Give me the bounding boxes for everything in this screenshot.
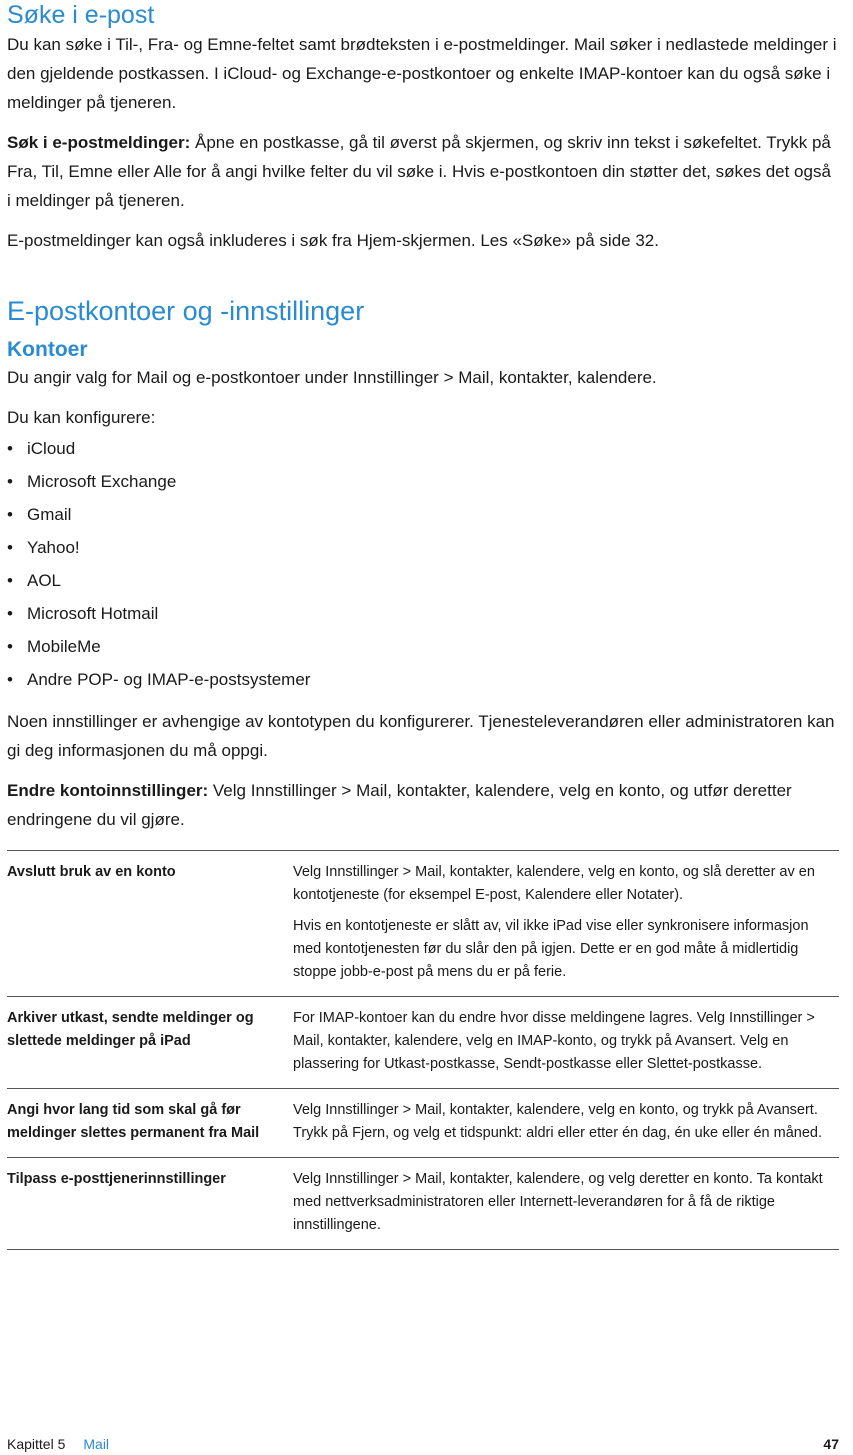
list-item: • MobileMe: [7, 630, 839, 663]
bullet-icon: •: [7, 538, 13, 557]
list-item: • AOL: [7, 564, 839, 597]
table-cell-action: Angi hvor lang tid som skal gå før meldinger slettes permanent fra Mail: [7, 1089, 293, 1158]
bullet-icon: •: [7, 604, 13, 623]
document-page: [7, 0, 839, 1250]
table-row: [7, 1089, 839, 1158]
heading-accounts-settings: E-postkontoer og -innstillinger: [7, 296, 365, 326]
list-item: • iCloud: [7, 432, 839, 465]
list-item: • Gmail: [7, 498, 839, 531]
list-item: • Microsoft Hotmail: [7, 597, 839, 630]
search-lead-label: Søk i e-postmeldinger:: [7, 133, 191, 152]
heading-search-email: Søke i e-post: [7, 1, 155, 29]
list-item: • Yahoo!: [7, 531, 839, 564]
page-footer: [7, 1434, 839, 1454]
footer-chapter: Kapittel 5: [7, 1436, 66, 1452]
change-settings-text: Velg Innstillinger > Mail, kontakter, kalendere, velg en konto, og utfør deretter endringene du vil gjøre.: [7, 781, 792, 829]
table-cell-description: [293, 1158, 839, 1250]
description-text: Hvis en kontotjeneste er slått av, vil ikke iPad vise eller synkronisere informasjon med kontotjenesten før du slår den på igjen. Dette er en god måte å midlertidig stoppe jobb-e-post på mens du er på ferie.: [293, 918, 809, 980]
search-intro-paragraph: Du kan søke i Til-, Fra- og Emne-feltet samt brødteksten i e-postmeldinger. Mail søker i nedlastede meldinger i den gjeldende postkassen. I iCloud- og Exchange-e-postkontoer og enkelte IMAP-kontoer kan du også søke i meldinger på tjeneren.: [7, 35, 837, 112]
table-cell-description: [293, 1089, 839, 1158]
table-cell-action: Avslutt bruk av en konto: [7, 851, 293, 997]
table-row: [7, 851, 839, 997]
configure-label: Du kan konfigurere:: [7, 408, 156, 427]
account-type-note-paragraph: Noen innstillinger er avhengige av kontotypen du konfigurerer. Tjenesteleverandøren eller administratoren kan gi deg informasjonen du må oppgi.: [7, 712, 835, 760]
bullet-icon: •: [7, 571, 13, 590]
description-text: Velg Innstillinger > Mail, kontakter, kalendere, velg en konto, og trykk på Avansert. Trykk på Fjern, og velg et tidspunkt: aldri eller etter én dag, én uke eller én måned.: [293, 1102, 822, 1141]
account-types-list: [7, 432, 839, 696]
list-item: • Andre POP- og IMAP-e-postsystemer: [7, 663, 839, 696]
search-instructions-paragraph: [7, 128, 839, 215]
change-settings-paragraph: [7, 776, 839, 834]
bullet-icon: •: [7, 439, 13, 458]
bullet-icon: •: [7, 505, 13, 524]
page-number: 47: [823, 1436, 839, 1452]
table-row: [7, 1158, 839, 1250]
heading-accounts: Kontoer: [7, 338, 88, 361]
table-cell-action: Tilpass e-posttjenerinnstillinger: [7, 1158, 293, 1250]
table-row: [7, 997, 839, 1089]
account-options-table: [7, 850, 839, 1250]
list-item: • Microsoft Exchange: [7, 465, 839, 498]
accounts-intro-paragraph: Du angir valg for Mail og e-postkontoer under Innstillinger > Mail, kontakter, kalendere.: [7, 368, 657, 387]
table-cell-description: [293, 997, 839, 1089]
change-settings-lead-label: Endre kontoinnstillinger:: [7, 781, 209, 800]
footer-section: Mail: [83, 1436, 110, 1452]
table-cell-description: [293, 851, 839, 997]
description-text: Velg Innstillinger > Mail, kontakter, kalendere, velg en konto, og slå deretter av en kontotjeneste (for eksempel E-post, Kalendere eller Notater).: [293, 864, 815, 903]
bullet-icon: •: [7, 670, 13, 689]
table-cell-action: Arkiver utkast, sendte meldinger og slettede meldinger på iPad: [7, 997, 293, 1089]
description-text: Velg Innstillinger > Mail, kontakter, kalendere, og velg deretter en konto. Ta kontakt med nettverksadministratoren eller Internett-leverandøren for å få de riktige innstillingene.: [293, 1171, 823, 1233]
description-text: For IMAP-kontoer kan du endre hvor disse meldingene lagres. Velg Innstillinger > Mail, kontakter, kalendere, velg en IMAP-konto, og trykk på Avansert. Velg en plassering for Utkast-postkasse, Sendt-postkasse eller Slettet-postkasse.: [293, 1010, 815, 1072]
home-search-paragraph: E-postmeldinger kan også inkluderes i søk fra Hjem-skjermen. Les «Søke» på side 32.: [7, 231, 659, 250]
bullet-icon: •: [7, 472, 13, 491]
bullet-icon: •: [7, 637, 13, 656]
search-instructions-text: Åpne en postkasse, gå til øverst på skjermen, og skriv inn tekst i søkefeltet. Trykk på Fra, Til, Emne eller Alle for å angi hvilke felter du vil søke i. Hvis e-postkontoen din støtter det, søkes det også i meldinger på tjeneren.: [7, 133, 831, 210]
